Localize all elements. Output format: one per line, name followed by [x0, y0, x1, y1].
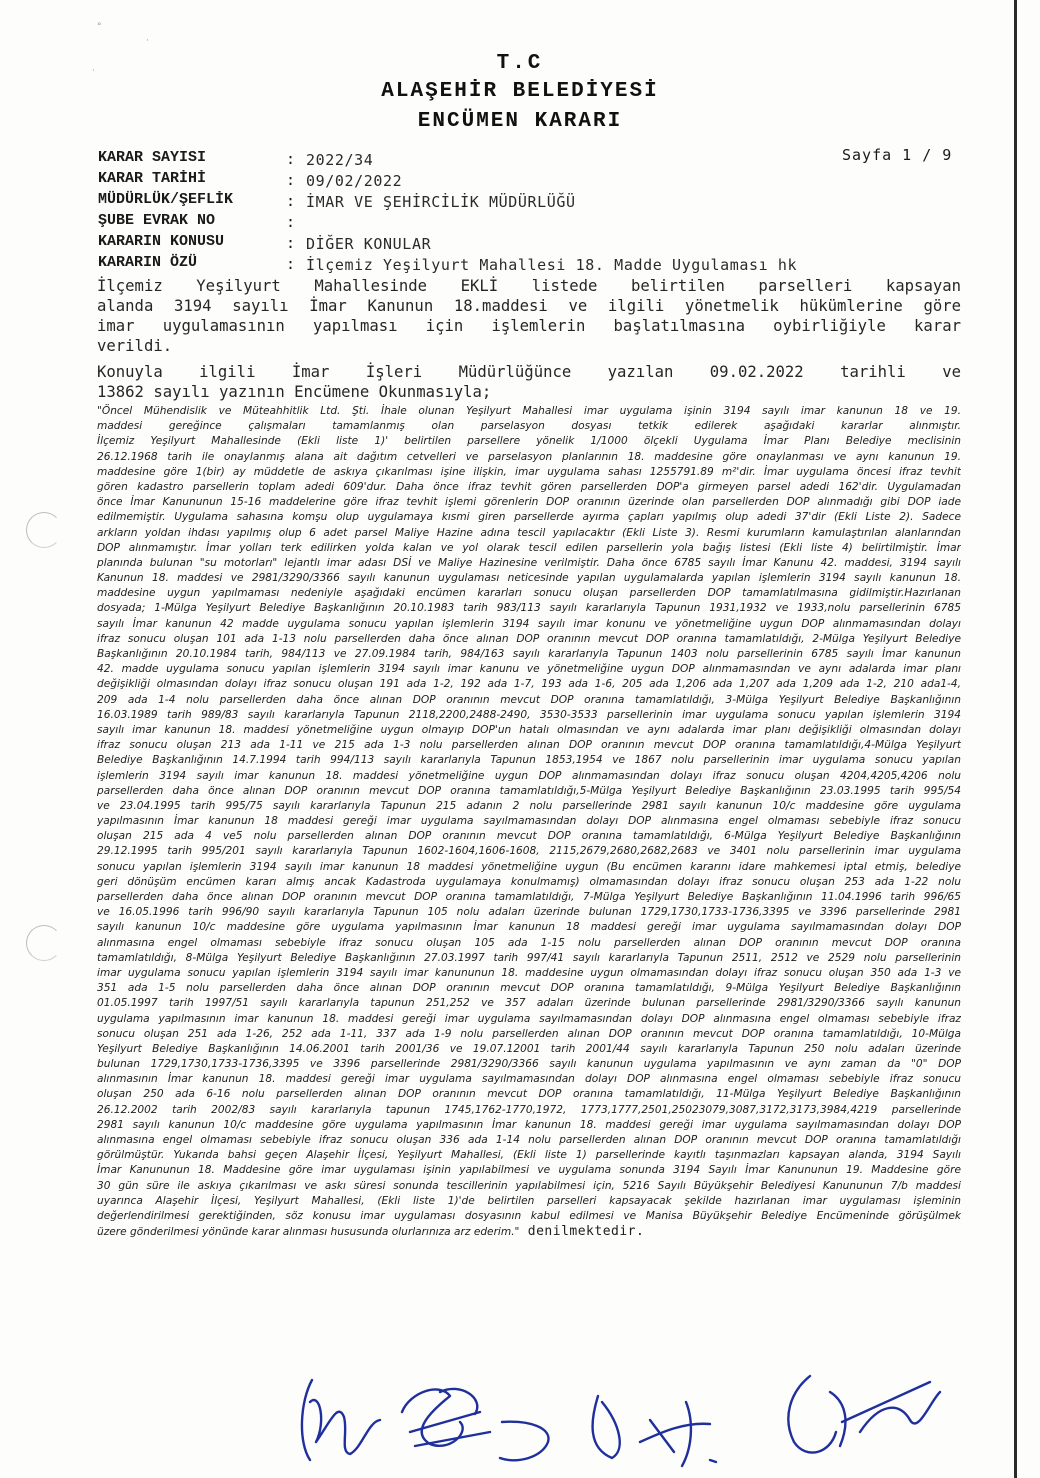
body-line: sayılı imar kanunun 18. maddesi yönetmeliğine uygun olmayıp DOP'un hatalı olmasından ve aynı adalarda imar planı değişikliği olmasından dolayı — [97, 723, 961, 736]
meta-row-kararin-ozu — [98, 254, 978, 275]
body-line: sayılı İmar kanunun 42 madde uygulama sonucu yapılan işlemlerin 3194 sayılı imar konunu ve yönetmeliğine uygun DOP alınmamasından dolayı — [97, 617, 961, 630]
meta-label: KARAR SAYISI — [98, 149, 207, 166]
decision-intro — [97, 362, 961, 402]
ozet-line: imar uygulamasının yapılması için işlemlerin başlatılmasına oybirliğiyle karar — [97, 317, 961, 335]
ozet-line: İlçemiz Yeşilyurt Mahallesinde EKLİ listede belirtilen parselleri kapsayan — [97, 277, 961, 295]
body-line: tamamlatıldığı, 8-Mülga Yeşilyurt Belediye Başkanlığının 27.03.1997 tarih 997/41 sayılı kararlarıyla Tapunun 2511, 2512 ve 2529 nolu parsellerinin — [97, 951, 961, 964]
body-tail: denilmektedir. — [519, 1224, 645, 1240]
punch-hole — [26, 925, 62, 961]
meta-label: MÜDÜRLÜK/ŞEFLİK — [98, 191, 234, 208]
body-line: parsellerden daha önce alınan DOP oranının mevcut DOP oranına tamamlatıldığı,5-Mülga Yeşilyurt Belediye Başkanlığının 23.03.1995 tarih 995/54 — [97, 784, 961, 797]
body-line: uyarınca Alaşehir İlçesi, Yeşilyurt Mahallesi, (Ekli liste 1)'de belirtilen parselleri kapsayacak şekilde hazırlanan imar uygulaması işleminin — [97, 1194, 961, 1207]
body-line: DOP alınmamıştır. İmar yolları terk edilirken yolda kalan ve yol olarak tescil edilen parsellerin yola bağış listesi (Ekli liste 4) belirtilmiştir. İmar — [97, 541, 961, 554]
meta-row-mudurluk — [98, 191, 978, 212]
meta-row-sube-evrak-no — [98, 212, 978, 233]
signature-2 — [402, 1389, 490, 1446]
punch-hole — [26, 512, 62, 548]
meta-row-karar-tarihi — [98, 170, 978, 191]
body-line: Kanunun 18. maddesi ve 2981/3290/3366 sayılı kanunun uygulaması neticesinde yapılan uygulamalarda yapılan işlemlerin 3194 sayılı kanunun 18. — [97, 572, 961, 585]
body-line: 2981 sayılı kanunun 10/c maddesine göre uygulama yapılmasının İmar kanunun 18. maddesi gereği imar uygulama sayılmamasından dolayı DOP — [97, 1118, 961, 1131]
body-line: işlemlerin 3194 sayılı imar kanunun 18. maddesi yönetmeliğine uygun DOP alınmamasından dolayı ifraz sonucu oluşan 4204,4205,4206 nolu — [97, 769, 961, 782]
intro-line: 13862 sayılı yazının Encümene Okunmasıyla; — [97, 383, 492, 401]
body-line: oluşan 250 ada 6-16 nolu parsellerden alınan DOP oranının mevcut DOP oranına tamamlatıldığı, 11-Mülga Yeşilyurt Belediye Başkanlığının — [97, 1088, 961, 1101]
body-line: 16.03.1989 tarih 989/83 sayılı kararlarıyla Tapunun 2118,2200,2488-2490, 3530-3533 parsellerinin imar uygulama sonucu yapılan işlemlerin 3194 — [97, 708, 961, 721]
meta-label: ŞUBE EVRAK NO — [98, 212, 216, 229]
body-line: maddesi gereğince çalışmaları tamamlanmış olan parselasyon dosyası tetkik edilerek aşağıdaki kararlar alınmıştır. — [97, 420, 961, 433]
body-line: sayılı kanunun 10/c maddesine göre uygulama yapılmasının İmar kanunun 18 maddesi gereği imar uygulama sayılmamasından dolayı DOP — [97, 921, 961, 934]
decision-body — [97, 404, 961, 1239]
body-line: dosyada; 1-Mülga Yeşilyurt Belediye Başkanlığının 20.10.1983 tarih 983/113 sayılı kararlarıyla Tapunun 1931,1932 ve 1933,nolu parsellerinin 6785 — [97, 602, 961, 615]
intro-line: Konuyla ilgili İmar İşleri Müdürlüğünce yazılan 09.02.2022 tarihli ve — [97, 363, 961, 381]
meta-label: KARAR TARİHİ — [98, 170, 207, 187]
body-line: sonucu yapılan işlemlerin 3194 sayılı imar kanunun 18 maddesi yönetmeliğine uygun (Bu encümen kararını idare mahkemesi iptal etmiş, belediye — [97, 860, 961, 873]
meta-value: 2022/34 — [306, 151, 374, 169]
header-municipality: ALAŞEHİR BELEDİYESİ — [381, 80, 659, 103]
body-line: maddesine göre 1(bir) ay müddetle de askıya çıkarılması işine ilişkin, imar uygulama sahası 1255791.89 m²'dir. İmar uygulama öncesi ifraz tevhit — [97, 465, 961, 478]
body-line: Yeşilyurt Belediye Başkanlığının 14.06.2001 tarih 2001/36 ve 19.07.12001 tarih 2001/44 sayılı kararlarıyla Tapunun 250 nolu adaları üzerinde — [97, 1042, 961, 1055]
body-line: uygulama yapılmasının imar kanunun 18. maddesi gereği imar uygulama sayılmamasından dolayı DOP alınmasına engel olmaması sebebiyle ifraz — [97, 1012, 961, 1025]
page-number: Sayfa 1 / 9 — [842, 146, 953, 164]
body-line: arkların yoldan ihdası yapılmış olup 6 adet parsel Maliye Hazine adına tescil yapılacaktır (Ekli Liste 3). Resmi kurumların kamulaştırılan alanlarından — [97, 526, 961, 539]
scan-speck: ° — [97, 22, 102, 32]
body-line: 42. madde uygulama sonucu yapılan işlemlerin 3194 sayılı imar kanunu ve yönetmeliğine uygun DOP alınmamasından ve aynı adalarda imar planı — [97, 663, 961, 676]
ozet-line: verildi. — [97, 337, 173, 355]
meta-colon: : — [286, 150, 296, 168]
signature-4 — [593, 1396, 620, 1458]
signature-5 — [640, 1402, 716, 1466]
body-line: İlçemiz Yeşilyurt Mahallesinde (Ekli liste 1)' belirtilen parsellere yönelik 1/1000 ölçekli Uygulama İmar Planı Belediye meclisinin — [97, 435, 961, 448]
meta-colon: : — [286, 234, 296, 252]
body-line: yapılmasının İmar kanunun 18 maddesi gereği imar uygulama sayılmamasından dolayı DOP alınmasına engel olmaması sebebiyle ifraz sonucu — [97, 815, 961, 828]
signature-6 — [788, 1376, 940, 1453]
body-line: ve 23.04.1995 tarih 995/75 sayılı kararlarıyla Tapunun 215 adanın 2 nolu parsellerinde 2981 sayılı kanunun 10/c maddesine göre uygulama — [97, 799, 961, 812]
meta-value: İMAR VE ŞEHİRCİLİK MÜDÜRLÜĞÜ — [306, 193, 576, 211]
body-line: edilmemiştir. Uygulama sahasına komşu olup uygulamaya kısmi giren parsellerde ayırma çapları yapılmış olup adedi 37'dir (Ekli Liste 2). Sadece — [97, 511, 961, 524]
body-line: parsellerden daha önce alınan DOP oranının mevcut DOP oranına tamamlatıldığı, 7-Mülga Yeşilyurt Belediye Başkanlığının 11.04.1996 tarih 996/65 — [97, 891, 961, 903]
body-line: imar uygulama sonucu yapılan işlemlerin 3194 sayılı imar kanununun 18. maddesine uygun olmamasından dolayı ifraz sonucu oluşan 350 ada 1-3 ve — [97, 966, 961, 979]
body-line: bulunan 1729,1730,1733-1736,3395 ve 3396 parsellerinde 2981/3290/3366 sayılı kanunun uygulama yapılmasının ve aynı zaman da "0" DOP — [97, 1058, 961, 1071]
body-closing-text: üzere gönderilmesi yönünde karar alınması hususunda olurlarınıza arz ederim." — [97, 1226, 520, 1239]
body-line: değerlendirilmesi gerektiğinden, söz konusu imar uygulaması dosyasının kabul edilmesi ve Manisa Büyükşehir Belediye Encümeninde görüşülmek — [97, 1209, 961, 1222]
body-line: 351 ada 1-5 nolu parsellerden daha önce alınan DOP oranının mevcut DOP oranına tamamlatıldığı, 9-Mülga Yeşilyurt Belediye Başkanlığının — [97, 982, 961, 995]
scan-edge — [1014, 0, 1017, 1478]
meta-colon: : — [286, 255, 296, 273]
meta-colon: : — [286, 213, 296, 231]
body-line: alınmasına engel olmaması sebebiyle ifraz sonucu oluşan 105 ada 1-15 nolu parsellerden alınan DOP oranının mevcut DOP oranına — [97, 936, 961, 949]
body-line: 01.05.1997 tarih 1997/51 sayılı kararlarıyla tapunun 251,252 ve 357 adaları üzerinde bulunan parsellerinde 2981/3290/3366 sayılı kanunun — [97, 997, 961, 1010]
header-tc: T.C — [496, 52, 544, 75]
decision-meta — [98, 149, 978, 275]
signatures — [290, 1362, 970, 1472]
body-line: 26.12.1968 tarih ile onaylanmış alana ait dağıtım cetvelleri ve parselasyon planlarının 18. maddesine göre onaylanması ve aynı kanunun 19. — [97, 450, 961, 463]
body-line: geri dönüşüm encümen kararı almış ancak Kadastroda uygulamaya konulmamış) olmamasından dolayı ifraz sonucu oluşan 253 ada 1-22 nolu — [97, 875, 961, 888]
body-line: ifraz sonucu oluşan 101 ada 1-13 nolu parsellerden daha önce alınan DOP oranının mevcut DOP oranına tamamlatıldığı, 2-Mülga Yeşilyurt Belediye — [97, 632, 961, 645]
body-line: Başkanlığının 20.10.1984 tarih, 984/113 ve 27.09.1984 tarih, 984/163 sayılı kararlarıyla Tapunun 1403 nolu parsellerinin 6785 sayılı İmar kanunun — [97, 648, 961, 660]
meta-colon: : — [286, 171, 296, 189]
body-line: alınmasının İmar kanunun 18. maddesi gereği imar uygulama sayılmamasından dolayı DOP alınmasına engel olmaması sebebiyle ifraz sonucu — [97, 1073, 961, 1086]
body-line: İmar Kanununun 18. Maddesine göre imar uygulaması işinin yapılabilmesi ve uygulama sonunda 3194 Sayılı İmar Kanununun 19. Maddesine göre — [97, 1164, 961, 1177]
body-line: 29.12.1995 tarih 995/201 sayılı kararlarıyla Tapunun 1602-1604,1606-1608, 2115,2679,2680,2682,2683 ve 3401 nolu parsellerinin imar uygulama — [97, 845, 961, 858]
body-line: "Öncel Mühendislik ve Müteahhitlik Ltd. Şti. İhale olunan Yeşilyurt Mahallesi imar uygulama işinin 3194 sayılı imar kanunun 18 ve 19. — [97, 405, 961, 417]
body-line: değişikliği olmasından dolayı ifraz sonucu oluşan 191 ada 1-2, 192 ada 1-7, 193 ada 1-6, 205 ada 1,206 ada 1,207 ada 1,209 ada 1-2, 210 ada1-4, — [97, 678, 961, 691]
body-line: önce İmar Kanununun 15-16 maddelerine göre ifraz tevhit işlemi görenlerin DOP oranının üzerinde olan parsellerden DOP alınmadığı gibi DOP iade — [97, 496, 961, 509]
decision-summary — [97, 276, 961, 356]
body-line: oluşan 215 ada 4 ve5 nolu parsellerden alınan DOP oranının mevcut DOP oranına tamamlatıldığı, 6-Mülga Yeşilyurt Belediye Başkanlığının — [97, 830, 961, 843]
header-document-type: ENCÜMEN KARARI — [417, 110, 623, 133]
body-line: 209 ada 1-4 nolu parsellerden daha önce alınan DOP oranının mevcut DOP oranına tamamlatıldığı, 3-Mülga Yeşilyurt Belediye Başkanlığının — [97, 693, 961, 706]
scan-speck: · — [146, 36, 149, 46]
signature-3 — [500, 1422, 548, 1461]
body-line: Belediye Başkanlığının 14.7.1994 tarih 994/113 sayılı kararlarıyla Tapunun 1853,1954 ve 1867 nolu parsellerinin imar uygulama sonucu yapılan — [97, 754, 961, 767]
body-line: planında bulunan "su motorları" lejantlı imar adası DSİ ve Maliye Hazinesine verilmiştir. Daha önce 6785 sayılı İmar Kanunu 42. maddesi, 3194 sayılı — [97, 556, 961, 569]
body-line: 30 gün süre ile askıya çıkarılması ve askı süresi sonunda tescillerinin yapılabilmesi için, 5216 Sayılı Büyükşehir Belediyesi Kanununun 7/b maddesi — [97, 1179, 961, 1192]
meta-label: KARARIN KONUSU — [98, 233, 225, 250]
meta-row-kararin-konusu — [98, 233, 978, 254]
scan-speck: · — [92, 66, 95, 76]
meta-colon: : — [286, 192, 296, 210]
meta-row-karar-sayisi — [98, 149, 978, 170]
meta-label: KARARIN ÖZÜ — [98, 254, 198, 271]
ozet-line: alanda 3194 sayılı İmar Kanunun 18.maddesi ve ilgili yönetmelik hükümlerine göre — [97, 297, 961, 315]
body-line-last — [97, 1224, 961, 1239]
body-line: görülmüştür. Yukarıda bahsi geçen Alaşehir İlçesi, Yeşilyurt Mahallesi, (Ekli liste 1) parsellerinde kayıtlı taşınmazları kapsayan alanda, 3194 Sayılı — [97, 1149, 961, 1162]
body-line: gören kadastro parsellerin toplam adedi 609'dur. Daha önce ifraz tevhit gören parsellerden DOP'a girmeyen parsel adedi 162'dir. Uygulamadan — [97, 480, 961, 493]
body-line: alınmasına engel olmaması sebebiyle ifraz sonucu oluşan 336 ada 1-14 nolu parsellerden alınan DOP oranının mevcut DOP oranına tamamlatıldığı — [97, 1134, 961, 1146]
body-line: ve 16.05.1996 tarih 996/90 sayılı kararlarıyla Tapunun 105 nolu adaları üzerinde bulunan 1729,1730,1733-1736,3395 ve 3396 parsellerinde 2981 — [97, 906, 961, 919]
body-line: 26.12.2002 tarih 2002/83 sayılı kararlarıyla tapunun 1745,1762-1770,1972, 1773,1777,2501,25023079,3087,3172,3173,3984,4219 parsellerinde — [97, 1103, 961, 1116]
body-line: sonucu oluşan 251 ada 1-26, 252 ada 1-11, 337 ada 1-9 nolu parsellerden alınan DOP oranının mevcut DOP oranına tamamlatıldığı, 10-Mülga — [97, 1027, 961, 1040]
signature-1 — [302, 1380, 380, 1460]
body-line: maddesine uygun yapılmaması nedeniyle aşağıdaki encümen kararları sonucu oluşan parsellerden DOP tamamlatılmasına gidilmiştir.Hazırlanan — [97, 587, 961, 600]
meta-value: DİĞER KONULAR — [306, 235, 432, 253]
body-line: ifraz sonucu oluşan 213 ada 1-11 ve 215 ada 1-3 nolu parsellerden alınan DOP oranının mevcut DOP oranına tamamlatıldığı,4-Mülga Yeşilyurt — [97, 739, 961, 752]
meta-value: İlçemiz Yeşilyurt Mahallesi 18. Madde Uygulaması hk — [306, 256, 798, 274]
meta-value: 09/02/2022 — [306, 172, 403, 190]
